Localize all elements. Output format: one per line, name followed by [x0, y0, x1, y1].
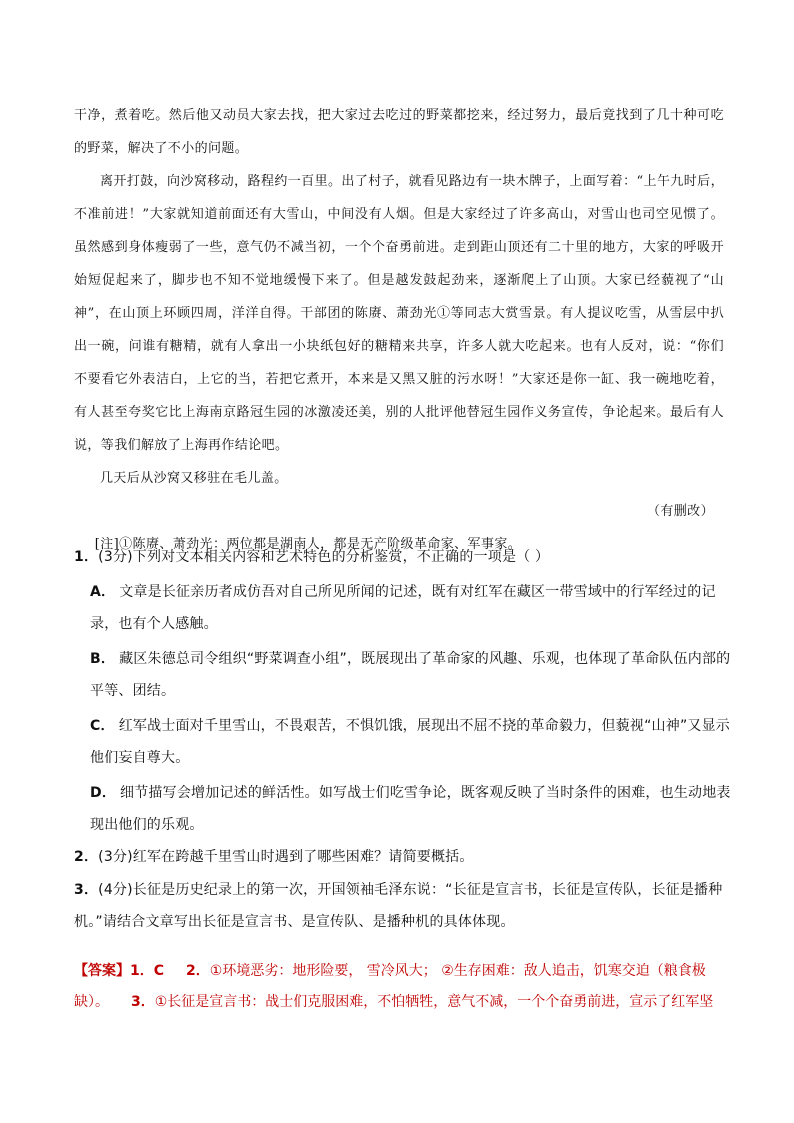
- option-label: B．: [90, 651, 116, 667]
- option-d: [90, 777, 734, 841]
- question-stem: (3分)下列对文本相关内容和艺术特色的分析鉴赏，不正确的一项是（ ）: [98, 549, 550, 565]
- answer-section: [74, 956, 734, 1018]
- answer-2-number: 2．: [186, 963, 210, 979]
- answer-tag: 【答案】: [74, 963, 130, 979]
- question-2: [74, 841, 734, 873]
- question-number: 3．: [74, 882, 99, 898]
- footnote: [注]①陈赓、萧劲光：两位都是湖南人，都是无产阶级革命家、军事家。: [94, 537, 522, 552]
- answer-1: C: [153, 963, 165, 979]
- answer-3-number: 3．: [131, 994, 155, 1010]
- option-c: [90, 710, 734, 774]
- option-label: A．: [90, 584, 116, 600]
- option-text: 藏区朱德总司令组织“野菜调查小组”，既展现出了革命家的风趣、乐观，也体现了革命队伍内部的平等、团结。: [90, 651, 731, 699]
- passage-paragraph-3: 几天后从沙窝又移驻在毛儿盖。: [100, 471, 288, 486]
- question-stem: (3分)红军在跨越千里雪山时遇到了哪些困难？请简要概括。: [98, 849, 474, 865]
- question-number: 1．: [74, 549, 99, 565]
- option-label: C．: [90, 718, 115, 734]
- questions-section: [74, 541, 734, 939]
- option-text: 红军战士面对千里雪山，不畏艰苦，不惧饥饿，展现出不屈不挠的革命毅力，但藐视“山神”又显示他们妄自尊大。: [90, 718, 730, 766]
- passage-paragraph-2: 离开打鼓，向沙窝移动，路程约一百里。出了村子，就看见路边有一块木牌子，上面写着：“上午九时后，不准前进！”大家就知道前面还有大雪山，中间没有人烟。但是大家经过了许多高山，对雪山也司空见惯了。虽然感到身体瘦弱了一些，意气仍不减当初，一个个奋勇前进。走到距山顶还有二十里的地方，大家的呼吸开始短促起来了，脚步也不知不觉地缓慢下来了。但是越发鼓起劲来，逐渐爬上了山顶。大家已经藐视了“山神”，在山顶上环顾四周，洋洋自得。干部团的陈赓、萧劲光①等同志大赏雪景。有人提议吃雪，从雪层中扒出一碗，问谁有糖精，就有人拿出一小块纸包好的糖精来共享，许多人就大吃起来。也有人反对，说：“你们不要看它外表洁白，上它的当，若把它煮开，本来是又黑又脏的污水呀！”大家还是你一缸、我一碗地吃着，有人甚至夸奖它比上海南京路冠生园的冰激凌还美，别的人批评他替冠生园作义务宣传，争论起来。最后有人说，等我们解放了上海再作结论吧。: [74, 174, 724, 453]
- passage: [74, 99, 724, 561]
- question-number: 2．: [74, 849, 99, 865]
- answer-2: ①环境恶劣：地形险要， 雪冷风大； ②生存困难：敌人追击，饥寒交迫（粮食极缺）。: [74, 963, 706, 1010]
- option-a: [90, 576, 734, 640]
- answer-1-number: 1．: [130, 963, 154, 979]
- source-note: （有删改）: [646, 504, 714, 519]
- question-3: [74, 874, 734, 938]
- answer-3: ①长征是宣言书：战士们克服困难，不怕牺牲，意气不减，一个个奋勇前进，宣示了红军坚: [154, 994, 714, 1010]
- passage-paragraph-1: 干净，煮着吃。然后他又动员大家去找，把大家过去吃过的野菜都挖来，经过努力，最后竟找到了几十种可吃的野菜，解决了不小的问题。: [74, 108, 724, 156]
- option-b: [90, 643, 734, 707]
- option-text: 文章是长征亲历者成仿吾对自己所见所闻的记述，既有对红军在藏区一带雪域中的行军经过的记录，也有个人感触。: [90, 584, 716, 632]
- option-text: 细节描写会增加记述的鲜活性。如写战士们吃雪争论，既客观反映了当时条件的困难，也生动地表现出他们的乐观。: [90, 785, 731, 833]
- question-stem: (4分)长征是历史纪录上的第一次，开国领袖毛泽东说：“长征是宣言书，长征是宣传队，长征是播种机。”请结合文章写出长征是宣言书、是宣传队、是播种机的具体体现。: [74, 882, 723, 930]
- question-1: [74, 541, 734, 573]
- option-label: D．: [90, 785, 117, 801]
